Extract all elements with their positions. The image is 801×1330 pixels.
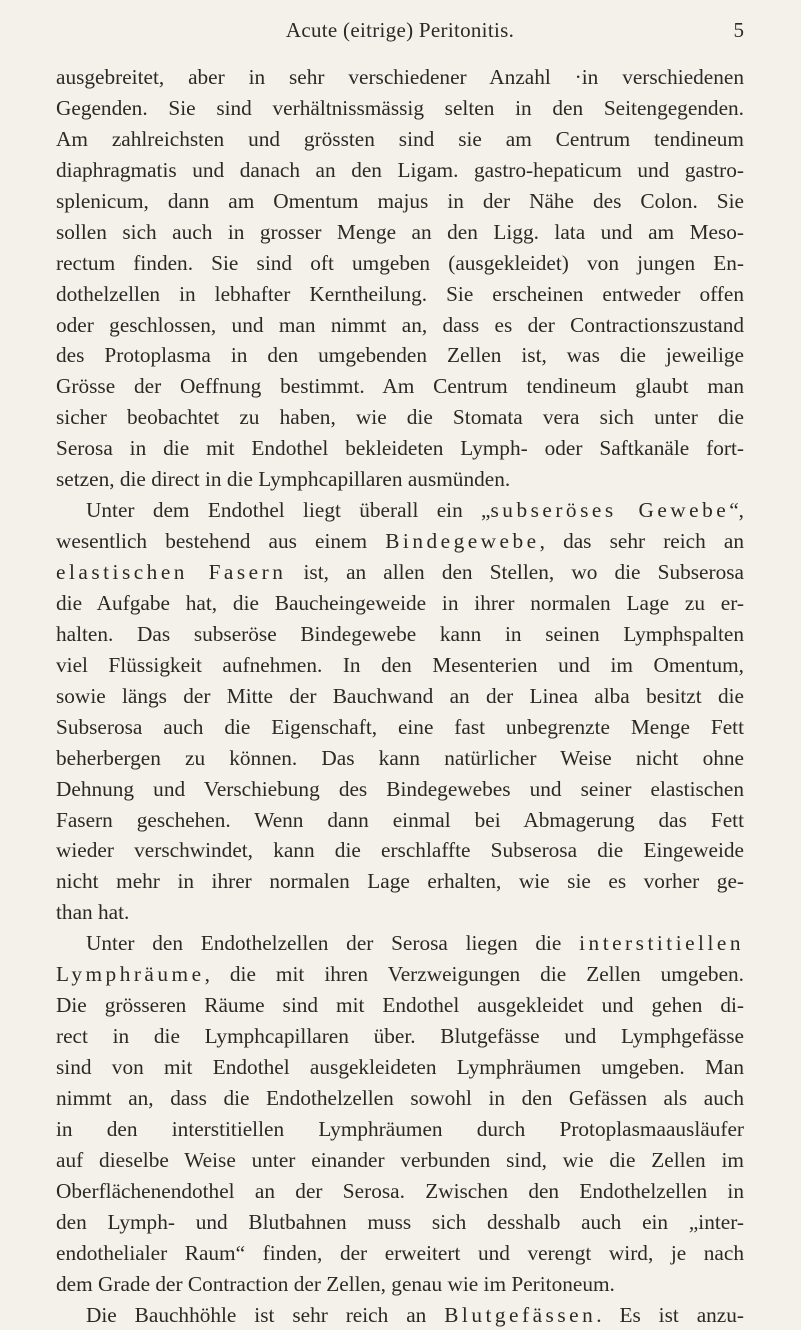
text-line [56,557,744,588]
text-run: wesentlich bestehend aus einem [56,529,385,553]
text-line [56,217,744,248]
text-run: des Protoplasma in den umgebenden Zellen ist, was die jeweilige [56,343,744,367]
text-run: . Es ist anzu- [596,1303,744,1327]
text-run: dem Grade der Contraction der Zellen, genau wie im Peritoneum. [56,1272,615,1296]
text-run: Am zahlreichsten und grössten sind sie am Centrum tendineum [56,127,744,151]
spaced-emphasis: Lymphräume [56,962,205,986]
text-line [56,186,744,217]
text-line [56,495,744,526]
text-line [56,402,744,433]
text-line [56,712,744,743]
text-run: diaphragmatis und danach an den Ligam. gastro-hepaticum und gastro- [56,158,744,182]
text-line [56,959,744,990]
text-run: halten. Das subseröse Bindegewebe kann in seinen Lymphspalten [56,622,744,646]
text-run: , die mit ihren Verzweigungen die Zellen umgeben. [205,962,744,986]
text-run: rectum finden. Sie sind oft umgeben (ausgekleidet) von jungen En- [56,251,744,275]
text-run: endothelialer Raum“ finden, der erweitert und verengt wird, je nach [56,1241,744,1265]
text-run: Die grösseren Räume sind mit Endothel ausgekleidet und gehen di- [56,993,744,1017]
text-run: ausgebreitet, aber in sehr verschiedener Anzahl ·in verschiedenen [56,65,744,89]
text-line [56,279,744,310]
text-line [56,1083,744,1114]
text-run: sowie längs der Mitte der Bauchwand an der Linea alba besitzt die [56,684,744,708]
text-run: Oberflächenendothel an der Serosa. Zwischen den Endothelzellen in [56,1179,744,1203]
text-run: sollen sich auch in grosser Menge an den Ligg. lata und am Meso- [56,220,744,244]
text-line [56,1269,744,1300]
text-line [56,619,744,650]
text-run: sicher beobachtet zu haben, wie die Stomata vera sich unter die [56,405,744,429]
text-line [56,93,744,124]
text-line [56,464,744,495]
text-line [56,743,744,774]
text-run: rect in die Lymphcapillaren über. Blutgefässe und Lymphgefässe [56,1024,744,1048]
text-run: setzen, die direct in die Lymphcapillaren ausmünden. [56,467,510,491]
text-run: than hat. [56,900,129,924]
text-run: Gegenden. Sie sind verhältnissmässig selten in den Seitengegenden. [56,96,744,120]
text-line [56,681,744,712]
text-run: Unter den Endothelzellen der Serosa liegen die [86,931,579,955]
text-run: Dehnung und Verschiebung des Bindegewebes und seiner elastischen [56,777,744,801]
spaced-emphasis: Blutgefässen [444,1303,596,1327]
spaced-emphasis: subseröses Gewebe [491,498,730,522]
text-line [56,1207,744,1238]
text-run: Serosa in die mit Endothel bekleideten Lymph- oder Saftkanäle fort- [56,436,744,460]
text-line [56,371,744,402]
text-run: den Lymph- und Blutbahnen muss sich desshalb auch ein „inter- [56,1210,744,1234]
text-line [56,1145,744,1176]
text-line [56,866,744,897]
text-run: , das sehr reich an [540,529,744,553]
text-line [56,1114,744,1145]
text-run: Subserosa auch die Eigenschaft, eine fast unbegrenzte Menge Fett [56,715,744,739]
text-run: viel Flüssigkeit aufnehmen. In den Mesenterien und im Omentum, [56,653,744,677]
text-run: Die Bauchhöhle ist sehr reich an [86,1303,444,1327]
text-line [56,526,744,557]
spaced-emphasis: Bindegewebe [385,529,539,553]
text-line [56,650,744,681]
text-line [56,310,744,341]
text-run: oder geschlossen, und man nimmt an, dass es der Contractionszustand [56,313,744,337]
text-line [56,1021,744,1052]
text-run: nicht mehr in ihrer normalen Lage erhalten, wie sie es vorher ge- [56,869,744,893]
text-run: sind von mit Endothel ausgekleideten Lymphräumen umgeben. Man [56,1055,744,1079]
text-line [56,990,744,1021]
page-header [56,18,744,48]
text-run: wieder verschwindet, kann die erschlaffte Subserosa die Eingeweide [56,838,744,862]
text-run: dothelzellen in lebhafter Kerntheilung. Sie erscheinen entweder offen [56,282,744,306]
body-text [56,62,744,1330]
text-line [56,155,744,186]
text-line [56,124,744,155]
text-line [56,588,744,619]
text-run: Unter dem Endothel liegt überall ein „ [86,498,491,522]
text-run: ist, an allen den Stellen, wo die Subserosa [286,560,744,584]
text-run: Grösse der Oeffnung bestimmt. Am Centrum tendineum glaubt man [56,374,744,398]
text-run: in den interstitiellen Lymphräumen durch Protoplasmaausläufer [56,1117,744,1141]
text-line [56,897,744,928]
text-line [56,62,744,93]
text-line [56,835,744,866]
text-line [56,805,744,836]
text-run: beherbergen zu können. Das kann natürlicher Weise nicht ohne [56,746,744,770]
text-line [56,1238,744,1269]
text-line [56,1052,744,1083]
text-line [56,248,744,279]
spaced-emphasis: interstitiellen [579,931,744,955]
spaced-emphasis: elastischen Fasern [56,560,286,584]
text-line [56,1300,744,1330]
text-line [56,774,744,805]
running-title: Acute (eitrige) Peritonitis. [56,18,744,43]
text-line [56,433,744,464]
text-line [56,340,744,371]
text-run: nimmt an, dass die Endothelzellen sowohl in den Gefässen als auch [56,1086,744,1110]
text-run: “, [729,498,744,522]
text-line [56,1176,744,1207]
text-run: Fasern geschehen. Wenn dann einmal bei Abmagerung das Fett [56,808,744,832]
text-run: die Aufgabe hat, die Baucheingeweide in ihrer normalen Lage zu er- [56,591,744,615]
text-run: splenicum, dann am Omentum majus in der Nähe des Colon. Sie [56,189,744,213]
text-line [56,928,744,959]
page-number: 5 [734,18,745,43]
text-run: auf dieselbe Weise unter einander verbunden sind, wie die Zellen im [56,1148,744,1172]
